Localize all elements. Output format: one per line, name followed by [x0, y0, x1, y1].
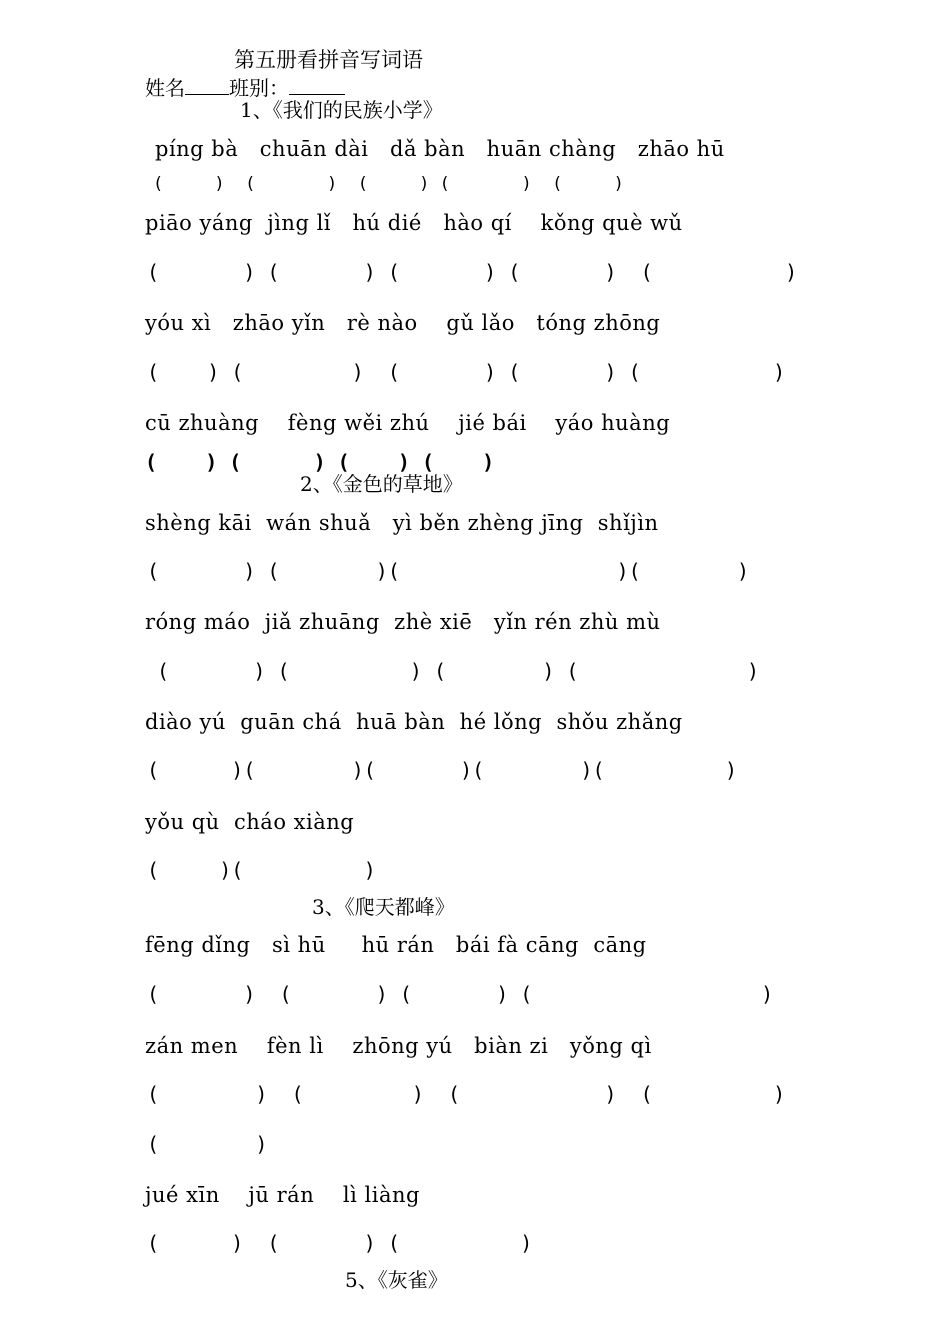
section-heading-2: 2、《金色的草地》: [300, 472, 463, 496]
pinyin-row: shèng kāi wán shuǎ yì běn zhèng jīng shǐjìn: [145, 511, 659, 535]
pinyin-row: píng bà chuān dài dǎ bàn huān chàng zhāo hū: [155, 137, 725, 161]
answer-brackets-row: ( ) ( ) ( ) ( ): [145, 659, 760, 683]
section-heading-1: 1、《我们的民族小学》: [240, 98, 443, 122]
pinyin-row: yóu xì zhāo yǐn rè nào gǔ lǎo tóng zhōng: [145, 311, 661, 335]
class-underline: [289, 76, 345, 95]
section-heading-5: 5、《灰雀》: [345, 1268, 448, 1292]
pinyin-row: cū zhuàng fèng wěi zhú jié bái yáo huàng: [145, 411, 671, 435]
page-title: 第五册看拼音写词语: [234, 48, 423, 72]
pinyin-row: zán men fèn lì zhōng yú biàn zi yǒng qì: [145, 1034, 652, 1058]
answer-brackets-row: ( ) ( ) ( ) ( ) ( ): [147, 360, 786, 384]
answer-brackets-row: ( ): [147, 1132, 268, 1156]
pinyin-row: piāo yáng jìng lǐ hú dié hào qí kǒng què wǔ: [145, 211, 683, 235]
name-label: 姓名: [145, 76, 185, 100]
name-field: [145, 76, 345, 98]
pinyin-row: jué xīn jū rán lì liàng: [145, 1183, 420, 1207]
answer-brackets-row: ( ) ( ) ( ) ( ): [147, 1082, 786, 1106]
answer-brackets-row: ( ) ( ) ( ) ( ) ( ): [147, 260, 798, 284]
class-label: 班别：: [229, 76, 289, 100]
answer-brackets-row: ( )( ): [147, 858, 376, 882]
answer-brackets-row: ( )( )( )( )( ): [147, 758, 738, 782]
pinyin-row: yǒu qù cháo xiàng: [145, 810, 355, 834]
section-heading-3: 3、《爬天都峰》: [312, 895, 455, 919]
answer-brackets-row: ( ) ( )( )( ): [147, 559, 750, 583]
answer-brackets-row: ( ) ( ) ( ) ( ): [147, 982, 774, 1006]
pinyin-row: róng máo jiǎ zhuāng zhè xiē yǐn rén zhù mù: [145, 610, 661, 634]
pinyin-row: diào yú guān chá huā bàn hé lǒng shǒu zhǎng: [145, 710, 683, 734]
name-underline: [185, 76, 229, 95]
pinyin-row: fēng dǐng sì hū hū rán bái fà cāng cāng: [145, 933, 647, 957]
answer-brackets-row: ( ) ( ) ( ) ( ): [145, 450, 495, 474]
answer-brackets-row: ( ) ( ) ( ) ( ) ( ): [153, 174, 624, 194]
answer-brackets-row: ( ) ( ) ( ): [147, 1231, 533, 1255]
